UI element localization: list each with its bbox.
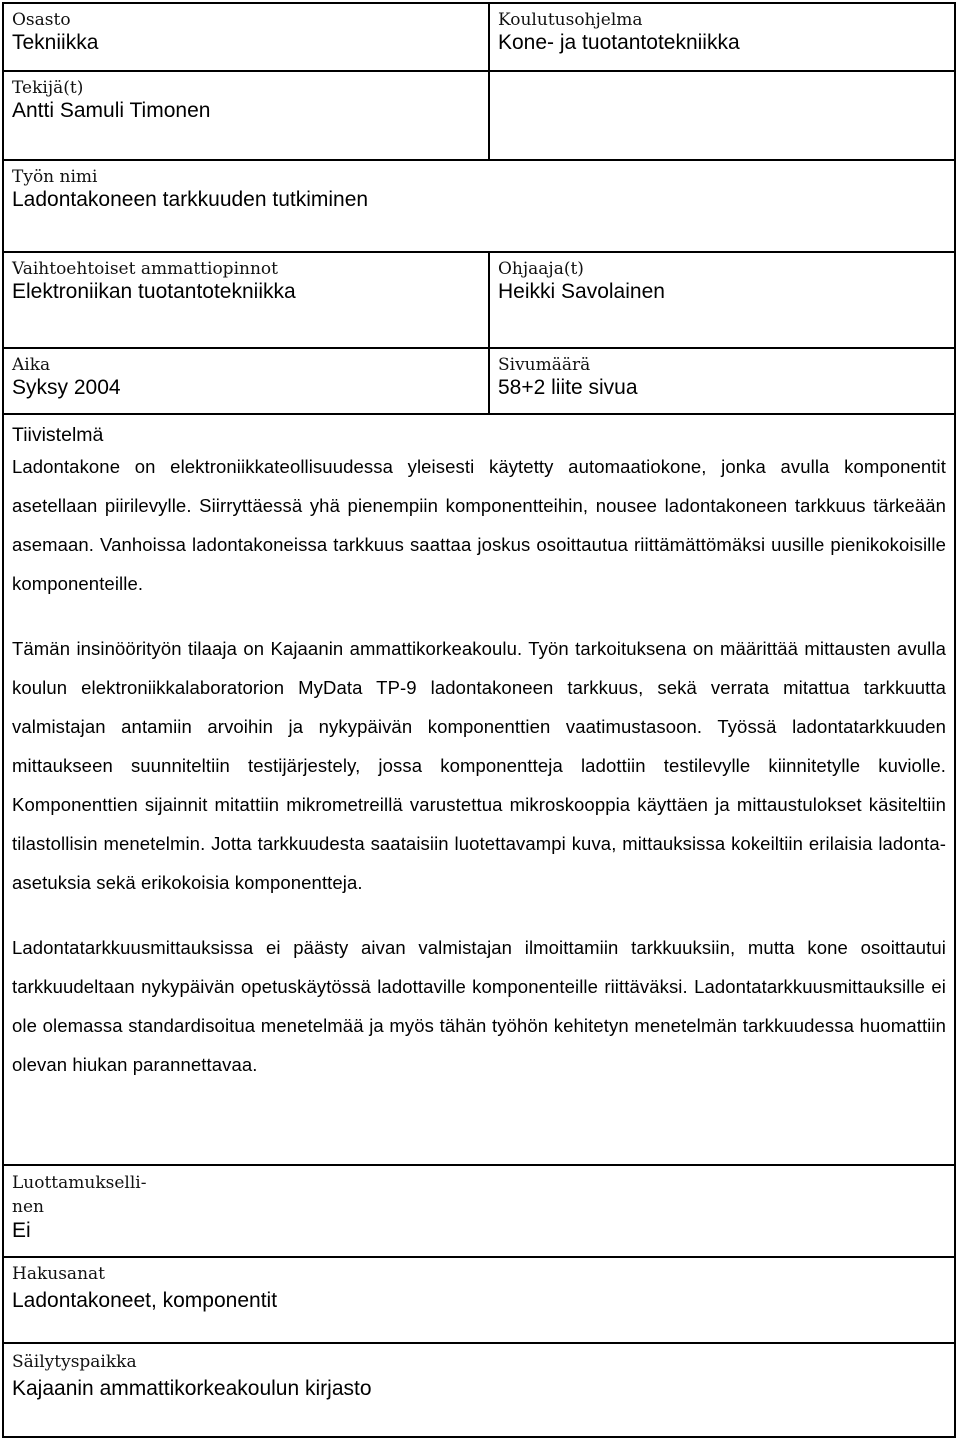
header-row	[4, 4, 954, 161]
author-block	[4, 70, 488, 124]
title-value: Ladontakoneen tarkkuuden tutkiminen	[12, 188, 369, 211]
department-label: Osasto	[12, 10, 71, 30]
confidentiality-label-line-2: nen	[12, 1197, 44, 1217]
author-value: Antti Samuli Timonen	[12, 99, 211, 122]
supervisor-label: Ohjaaja(t)	[498, 259, 584, 279]
abstract-paragraph-1: Ladontakone on elektroniikkateollisuudessa yleisesti käytetty automaatiokone, jonka avulla komponentit asetellaan piirilevylle. Siirryttäessä yhä pienempiin komponentteihin, nousee ladontakoneen tarkkuus tärkeään asemaan. Vanhoissa ladontakoneissa tarkkuus saattaa joskus osoittautua riittämättömäksi uusille pienikokoisille komponenteille.	[12, 456, 946, 594]
specialization-label: Vaihtoehtoiset ammattiopinnot	[12, 259, 278, 279]
keywords-value: Ladontakoneet, komponentit	[12, 1289, 278, 1312]
time-label: Aika	[12, 355, 51, 375]
abstract-row	[4, 415, 954, 1166]
abstract-paragraph-2: Tämän insinöörityön tilaaja on Kajaanin ammattikorkeakoulu. Työn tarkoituksena on määrittää mittausten avulla koulun elektroniikkalaboratorion MyData TP-9 ladontakoneen tarkkuus, sekä verrata mitattua tarkkuutta valmistajan antamiin arvoihin ja nykypäivän komponenttien vaatimustasoon. Työssä ladontatarkkuuden mittaukseen suunniteltiin testijärjestely, jossa komponentteja ladottiin testilevylle kiinnitetylle kuviolle. Komponenttien sijainnit mitattiin mikrometreillä varustettua mikroskooppia käyttäen ja mittaustulokset käsiteltiin tilastollisin menetelmin. Jotta tarkkuudesta saataisiin luotettavampi kuva, mittauksissa kokeiltiin erilaisia ladonta-asetuksia sekä erikokoisia komponentteja.	[12, 638, 946, 893]
confidentiality-row	[4, 1166, 954, 1258]
keywords-cell	[4, 1258, 954, 1342]
department-value: Tekniikka	[12, 31, 99, 54]
title-cell	[4, 161, 954, 251]
specialization-value: Elektroniikan tuotantotekniikka	[12, 280, 296, 303]
confidentiality-label-line-1: Luottamukselli-	[12, 1173, 147, 1193]
abstract-cell	[4, 415, 954, 1164]
title-row	[4, 161, 954, 253]
abstract-label: Tiivistelmä	[12, 424, 104, 446]
programme-divider	[490, 70, 954, 72]
storage-label: Säilytyspaikka	[12, 1352, 137, 1372]
author-label: Tekijä(t)	[12, 78, 84, 98]
storage-cell	[4, 1344, 954, 1436]
keywords-label: Hakusanat	[12, 1264, 105, 1284]
time-value: Syksy 2004	[12, 376, 121, 399]
supervisor-cell	[490, 253, 954, 347]
programme-value: Kone- ja tuotantotekniikka	[498, 31, 740, 54]
supervisor-value: Heikki Savolainen	[498, 280, 665, 303]
time-row	[4, 349, 954, 415]
keywords-row	[4, 1258, 954, 1344]
title-label: Työn nimi	[12, 167, 98, 187]
programme-cell	[490, 4, 954, 159]
pages-value: 58+2 liite sivua	[498, 376, 638, 399]
specialization-row	[4, 253, 954, 349]
confidentiality-cell	[4, 1166, 954, 1256]
pages-cell	[490, 349, 954, 413]
storage-value: Kajaanin ammattikorkeakoulun kirjasto	[12, 1377, 372, 1400]
pages-label: Sivumäärä	[498, 355, 591, 375]
department-cell	[4, 4, 490, 159]
abstract-paragraph-3: Ladontatarkkuusmittauksissa ei päästy aivan valmistajan ilmoittamiin tarkkuuksiin, mutta kone osoittautui tarkkuudeltaan nykypäivän opetuskäytössä ladottaville komponenteille riittäväksi. Ladontatarkkuusmittauksille ei ole olemassa standardisoitua menetelmää ja myös tähän työhön kehitetyn menetelmän tarkkuudessa huomattiin olevan hiukan parannettavaa.	[12, 937, 946, 1075]
time-cell	[4, 349, 490, 413]
storage-row	[4, 1344, 954, 1436]
programme-label: Koulutusohjelma	[498, 10, 643, 30]
specialization-cell	[4, 253, 490, 347]
confidentiality-value: Ei	[12, 1219, 31, 1242]
abstract-form	[2, 2, 956, 1438]
